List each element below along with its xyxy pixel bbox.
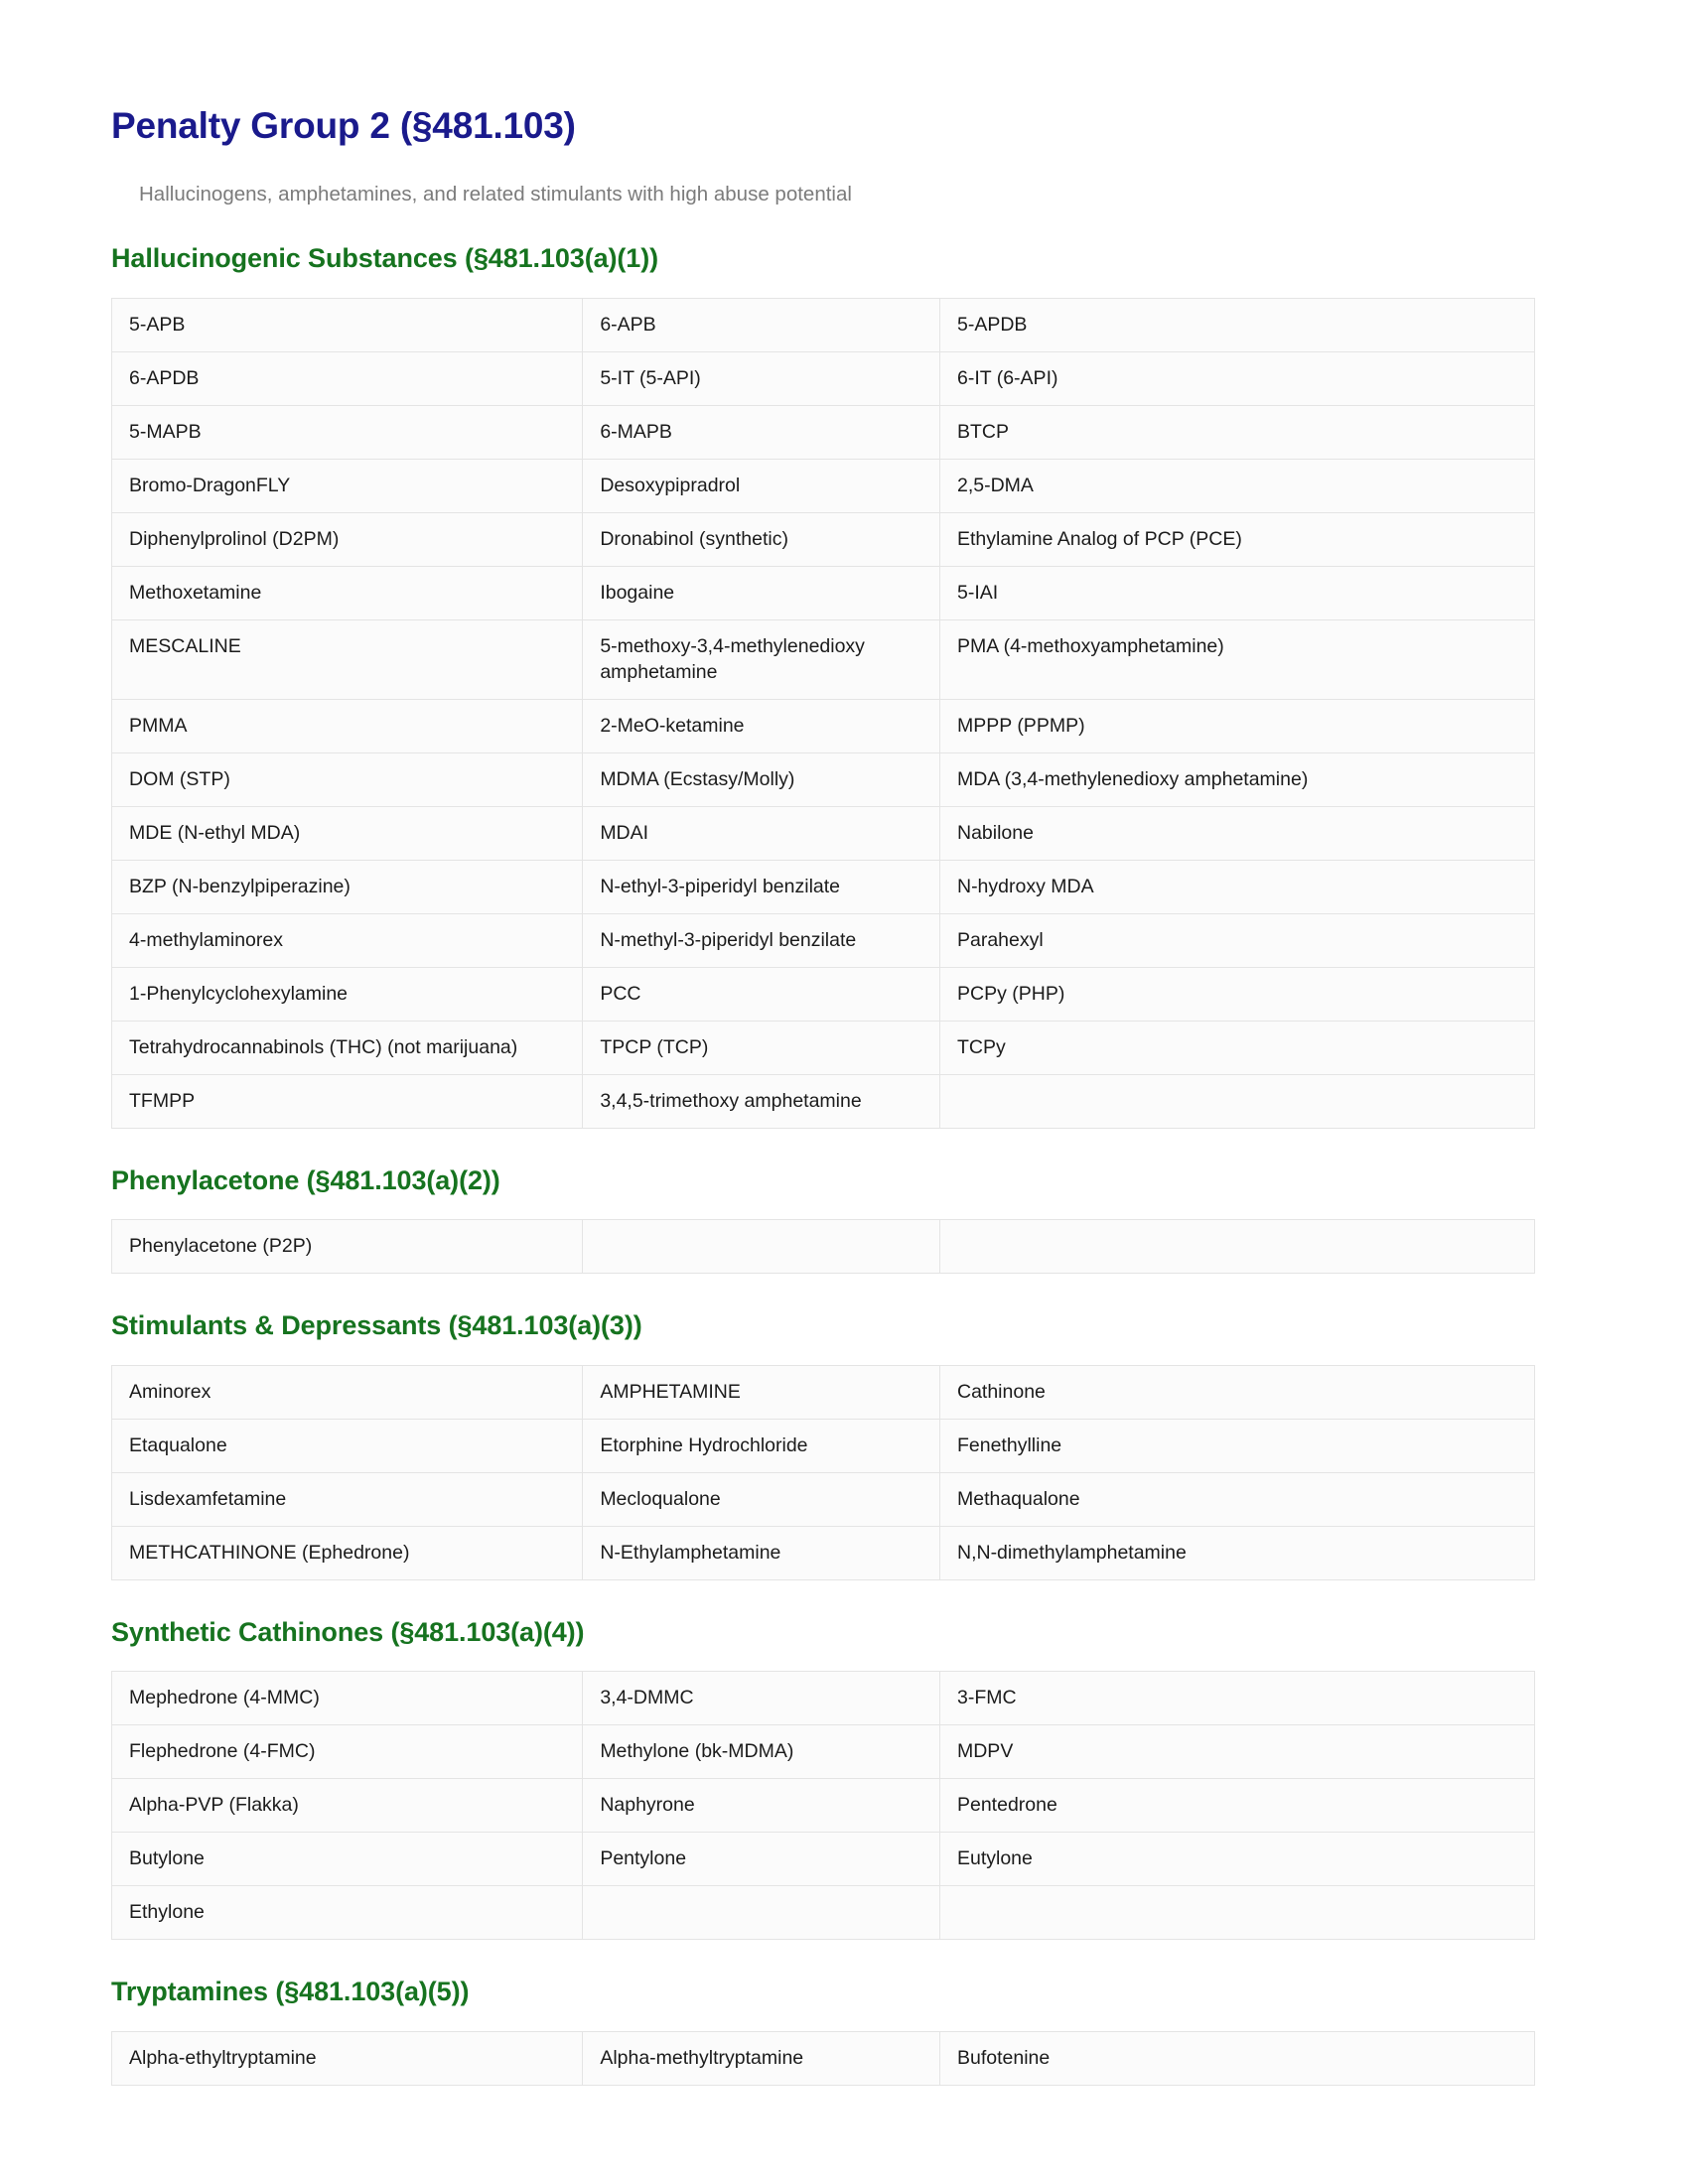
table-cell-substance: Diphenylprolinol (D2PM): [112, 512, 583, 566]
table-row: [112, 512, 1535, 566]
table-row: [112, 807, 1535, 861]
table-cell-substance: METHCATHINONE (Ephedrone): [112, 1526, 583, 1579]
table-cell-substance: N-Ethylamphetamine: [583, 1526, 940, 1579]
table-cell-empty: [939, 1220, 1534, 1274]
section: [111, 1309, 1534, 1579]
section-heading: Hallucinogenic Substances (§481.103(a)(1)): [111, 243, 658, 274]
table-row: [112, 459, 1535, 512]
section: [111, 1976, 1534, 2086]
table-cell-substance: Alpha-ethyltryptamine: [112, 2031, 583, 2085]
table-cell-substance: 5-APDB: [939, 299, 1534, 352]
section-heading: Stimulants & Depressants (§481.103(a)(3)): [111, 1310, 642, 1341]
table-cell-substance: MDMA (Ecstasy/Molly): [583, 753, 940, 807]
table-cell-substance: Desoxypipradrol: [583, 459, 940, 512]
table-cell-substance: Fenethylline: [939, 1419, 1534, 1472]
table-cell-substance: Pentylone: [583, 1833, 940, 1886]
table-cell-substance: Ethylone: [112, 1886, 583, 1940]
table-cell-empty: [939, 1886, 1534, 1940]
table-cell-substance: PMA (4-methoxyamphetamine): [939, 619, 1534, 700]
table-cell-substance: N-ethyl-3-piperidyl benzilate: [583, 861, 940, 914]
section: [111, 1164, 1534, 1275]
table-row: [112, 1833, 1535, 1886]
sections-container: [111, 242, 1534, 2085]
table-cell-substance: MDPV: [939, 1725, 1534, 1779]
table-cell-substance: PCPy (PHP): [939, 967, 1534, 1021]
page-subtitle: Hallucinogens, amphetamines, and related stimulants with high abuse potential: [139, 182, 852, 205]
table-row: [112, 1220, 1535, 1274]
section: [111, 1616, 1534, 1940]
table-cell-substance: 5-APB: [112, 299, 583, 352]
table-cell-substance: TFMPP: [112, 1074, 583, 1128]
table-cell-substance: Butylone: [112, 1833, 583, 1886]
table-row: [112, 1779, 1535, 1833]
table-cell-substance: N-hydroxy MDA: [939, 861, 1534, 914]
table-cell-substance: BTCP: [939, 405, 1534, 459]
table-row: [112, 352, 1535, 406]
table-cell-substance: Mephedrone (4-MMC): [112, 1672, 583, 1725]
table-cell-empty: [583, 1886, 940, 1940]
table-row: [112, 913, 1535, 967]
table-cell-substance: 5-MAPB: [112, 405, 583, 459]
table-cell-substance: Dronabinol (synthetic): [583, 512, 940, 566]
table-row: [112, 1725, 1535, 1779]
table-row: [112, 1526, 1535, 1579]
substances-table: [111, 2031, 1535, 2086]
table-cell-substance: Eutylone: [939, 1833, 1534, 1886]
table-row: [112, 1886, 1535, 1940]
table-cell-substance: 5-IT (5-API): [583, 352, 940, 406]
table-cell-substance: Tetrahydrocannabinols (THC) (not marijuana): [112, 1021, 583, 1074]
table-cell-substance: 2-MeO-ketamine: [583, 700, 940, 753]
table-row: [112, 861, 1535, 914]
section-heading: Phenylacetone (§481.103(a)(2)): [111, 1164, 500, 1195]
table-cell-substance: Phenylacetone (P2P): [112, 1220, 583, 1274]
table-row: [112, 1472, 1535, 1526]
table-cell-substance: MDA (3,4-methylenedioxy amphetamine): [939, 753, 1534, 807]
table-cell-substance: N,N-dimethylamphetamine: [939, 1526, 1534, 1579]
table-cell-substance: Bufotenine: [939, 2031, 1534, 2085]
table-cell-substance: Etaqualone: [112, 1419, 583, 1472]
table-cell-substance: Cathinone: [939, 1366, 1534, 1420]
table-cell-substance: DOM (STP): [112, 753, 583, 807]
table-row: [112, 1074, 1535, 1128]
table-cell-substance: N-methyl-3-piperidyl benzilate: [583, 913, 940, 967]
table-cell-substance: Etorphine Hydrochloride: [583, 1419, 940, 1472]
table-cell-substance: 6-APB: [583, 299, 940, 352]
table-cell-substance: BZP (N-benzylpiperazine): [112, 861, 583, 914]
page-title: Penalty Group 2 (§481.103): [111, 105, 576, 146]
table-cell-substance: 3,4-DMMC: [583, 1672, 940, 1725]
table-cell-substance: 5-IAI: [939, 566, 1534, 619]
table-cell-substance: Flephedrone (4-FMC): [112, 1725, 583, 1779]
section-heading: Tryptamines (§481.103(a)(5)): [111, 1976, 470, 2006]
table-cell-substance: AMPHETAMINE: [583, 1366, 940, 1420]
table-cell-substance: MPPP (PPMP): [939, 700, 1534, 753]
table-cell-substance: Methaqualone: [939, 1472, 1534, 1526]
table-cell-substance: 5-methoxy-3,4-methylenedioxy amphetamine: [583, 619, 940, 700]
table-row: [112, 753, 1535, 807]
table-cell-substance: MDE (N-ethyl MDA): [112, 807, 583, 861]
substances-table: [111, 1219, 1535, 1274]
table-cell-substance: PMMA: [112, 700, 583, 753]
table-row: [112, 299, 1535, 352]
table-cell-substance: 6-IT (6-API): [939, 352, 1534, 406]
table-cell-substance: 3,4,5-trimethoxy amphetamine: [583, 1074, 940, 1128]
table-cell-substance: Methoxetamine: [112, 566, 583, 619]
table-cell-substance: Lisdexamfetamine: [112, 1472, 583, 1526]
table-cell-substance: Alpha-methyltryptamine: [583, 2031, 940, 2085]
table-cell-substance: Mecloqualone: [583, 1472, 940, 1526]
table-cell-substance: TPCP (TCP): [583, 1021, 940, 1074]
section: [111, 242, 1534, 1128]
table-cell-substance: Parahexyl: [939, 913, 1534, 967]
table-row: [112, 1672, 1535, 1725]
table-cell-substance: 2,5-DMA: [939, 459, 1534, 512]
table-cell-substance: Bromo-DragonFLY: [112, 459, 583, 512]
table-row: [112, 2031, 1535, 2085]
table-cell-substance: Aminorex: [112, 1366, 583, 1420]
table-row: [112, 967, 1535, 1021]
table-cell-substance: Nabilone: [939, 807, 1534, 861]
table-cell-substance: PCC: [583, 967, 940, 1021]
table-row: [112, 700, 1535, 753]
table-cell-substance: 6-MAPB: [583, 405, 940, 459]
table-cell-substance: Naphyrone: [583, 1779, 940, 1833]
table-cell-substance: Ibogaine: [583, 566, 940, 619]
table-cell-substance: TCPy: [939, 1021, 1534, 1074]
table-cell-substance: MDAI: [583, 807, 940, 861]
table-row: [112, 619, 1535, 700]
substances-table: [111, 1671, 1535, 1940]
table-row: [112, 405, 1535, 459]
table-cell-substance: MESCALINE: [112, 619, 583, 700]
table-cell-substance: Ethylamine Analog of PCP (PCE): [939, 512, 1534, 566]
table-cell-substance: 4-methylaminorex: [112, 913, 583, 967]
table-cell-empty: [583, 1220, 940, 1274]
substances-table: [111, 298, 1535, 1129]
table-row: [112, 1021, 1535, 1074]
substances-table: [111, 1365, 1535, 1580]
table-cell-substance: Pentedrone: [939, 1779, 1534, 1833]
table-row: [112, 566, 1535, 619]
table-cell-substance: Methylone (bk-MDMA): [583, 1725, 940, 1779]
table-cell-substance: 1-Phenylcyclohexylamine: [112, 967, 583, 1021]
table-cell-empty: [939, 1074, 1534, 1128]
section-heading: Synthetic Cathinones (§481.103(a)(4)): [111, 1616, 585, 1647]
table-row: [112, 1419, 1535, 1472]
table-cell-substance: 6-APDB: [112, 352, 583, 406]
table-row: [112, 1366, 1535, 1420]
table-cell-substance: Alpha-PVP (Flakka): [112, 1779, 583, 1833]
table-cell-substance: 3-FMC: [939, 1672, 1534, 1725]
